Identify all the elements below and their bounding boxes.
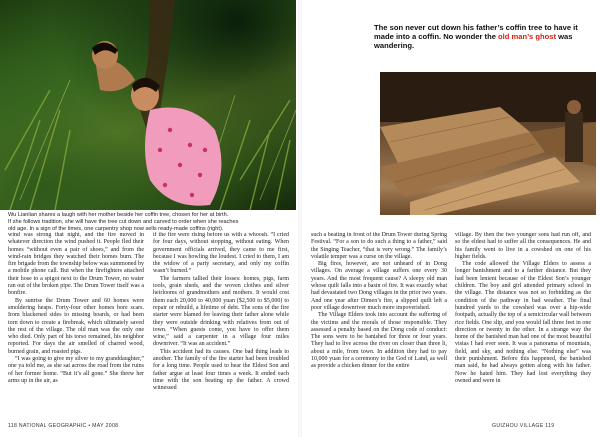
paragraph: “I was going to give my silver to my granddaughter,” one ya told me, as she sat across the road from the ruins of her former home. “But it’s all gone.” She threw her arms up in the air, as <box>8 356 144 384</box>
body-column-1 <box>8 232 144 420</box>
paragraph: such a beating in front of the Drum Tower during Spring Festival. “For a son to do such a thing to a father,” said the Singing Teacher, “that is very wrong.” The family’s volatile temper was a curse on the village. <box>311 232 447 260</box>
paragraph: The code allowed the Village Elders to assess a longer banishment and to a farther distance. But they had been lenient because of the Eldest Son’s younger children. The boy and girl attended primary school in the village. The distance was not so forbidding as the condition of the pathway in bad weather. The final hundred yards to the cowshed was over a hip-wide footpath, actually the top of a semicircular wall between rice fields. One slip, and you would fall three feet in one direction or twenty in the other. In a strange way the home of the banished man had one of the most beautiful vistas I had ever seen. It was a panorama of mountain, field, and sky, and nothing else. “Nothing else” was their punishment. Before this happened, the banished man said, he had always gotten along with his father. Now he hated him. They had lost everything they owned and were in <box>455 261 591 384</box>
pull-quote-text: was wandering. <box>374 32 573 51</box>
body-column-2 <box>153 232 289 420</box>
body-column-4 <box>455 232 591 420</box>
paragraph: The Village Elders took into account the suffering of the victims and the morals of those responsible. They assessed a penalty based on the Dong code of conduct: The sons were to be banished for three or four years. They had to live across the river on closer than three li, about a mile, from town. In addition they had to pay 10,000 yuan for a ceremony to the God of Land, as well as provide a chicken dinner for the entire <box>311 312 447 370</box>
paragraph: By sunrise the Drum Tower and 60 homes were smoldering heaps. Forty-four other homes bore scars. Irom blackened sides to missing boards, or had been torn down to create a firebreak, which ultimately saved the rest of the village. The old man was the only one who died. Only part of his torso remained, his neighbor reported. For days the air smelled of charred wood, burned grain, and roasted pigs. <box>8 297 144 355</box>
caption-line: If she follows tradition, she will have the tree cut down and carved to order when she reaches <box>8 219 239 226</box>
pull-quote-text: The son never cut down his father’s coffin tree to have it made into a coffin. No wonder the <box>374 23 578 42</box>
photo-caption <box>8 212 278 233</box>
paragraph: wind was strong that night, and the fire moved in whatever direction the wind pushed it. People fled their homes “without even a pair of shoes,” and from the wind-rain bridges they watched their homes burn. The fire brigade from the township below was summoned by a mobile phone call. But when the firefighters attached their hose to a spigot next to the Drum Tower, no water ran out of the broken pipe. The Drum Tower itself was a bonfire. <box>8 232 144 297</box>
page-gutter <box>298 0 302 437</box>
paragraph: village. By then the two younger sons had run off, and so the eldest had to suffer all the consequences. He and his family went to live in a cowshed on one of his higher fields. <box>455 232 591 260</box>
paragraph: The farmers tallied their losses: homes, pigs, farm tools, grain sheds, and the woven clothes and silver heirlooms of grandmothers and mothers. It would cost them each 20,000 to 40,000 yuan ($2,500 to $5,000) to repair or rebuild, a lifetime of debt. The sons of the fire starter were blamed for leaving their father alone while they were outside drinking with relatives from out of town. “When guests come, you have to offer them wine,” said a carpenter in a village four miles downriver. “It was an accident.” <box>153 275 289 348</box>
pull-quote-highlight: old man’s ghost <box>498 32 556 42</box>
caption-line: old age. In a sign of the times, one carpentry shop now sells ready-made coffins (right). <box>8 226 224 233</box>
paragraph: Big fires, however, are not unheard of in Dong villages. On average a village suffers one every 30 years. And the most frequent cause? A sleepy old man whose quilt falls into a basin of fire. It was exactly what had devastated two Dong villages in the prior two years. And one year after Dimen’s fire, a slipped quilt left a poor village downriver much more impoverished. <box>311 261 447 311</box>
pull-quote <box>374 23 590 51</box>
folio-right: GUIZHOU VILLAGE 119 <box>492 423 555 429</box>
coffin-tree-photo <box>0 0 296 210</box>
coffin-tree-photo-art <box>0 0 296 210</box>
coffin-workshop-photo-art <box>380 72 596 215</box>
paragraph: if the fire were rising before us with a whoosh. “I cried for four days, without stopping, without eating. When government officials arrived, they came to me first, because I was howling the loudest. I cried to them, I am the widow of a party secretary, and only my coffin wasn’t burned.” <box>153 232 289 275</box>
caption-line: Wu Lianlian shares a laugh with her mother beside her coffin tree, chosen for her at birth. <box>8 212 229 218</box>
folio-left: 118 NATIONAL GEOGRAPHIC • MAY 2008 <box>8 423 119 429</box>
body-column-3 <box>311 232 447 420</box>
coffin-workshop-photo <box>380 72 596 215</box>
paragraph: This accident had its causes. One bad thing leads to another. The family of the fire starter had been troubled for a long time. People used to hear the Eldest Son and father argue at least four times a week. It ended each time with the son beating up the father. A crowd witnessed <box>153 348 289 392</box>
